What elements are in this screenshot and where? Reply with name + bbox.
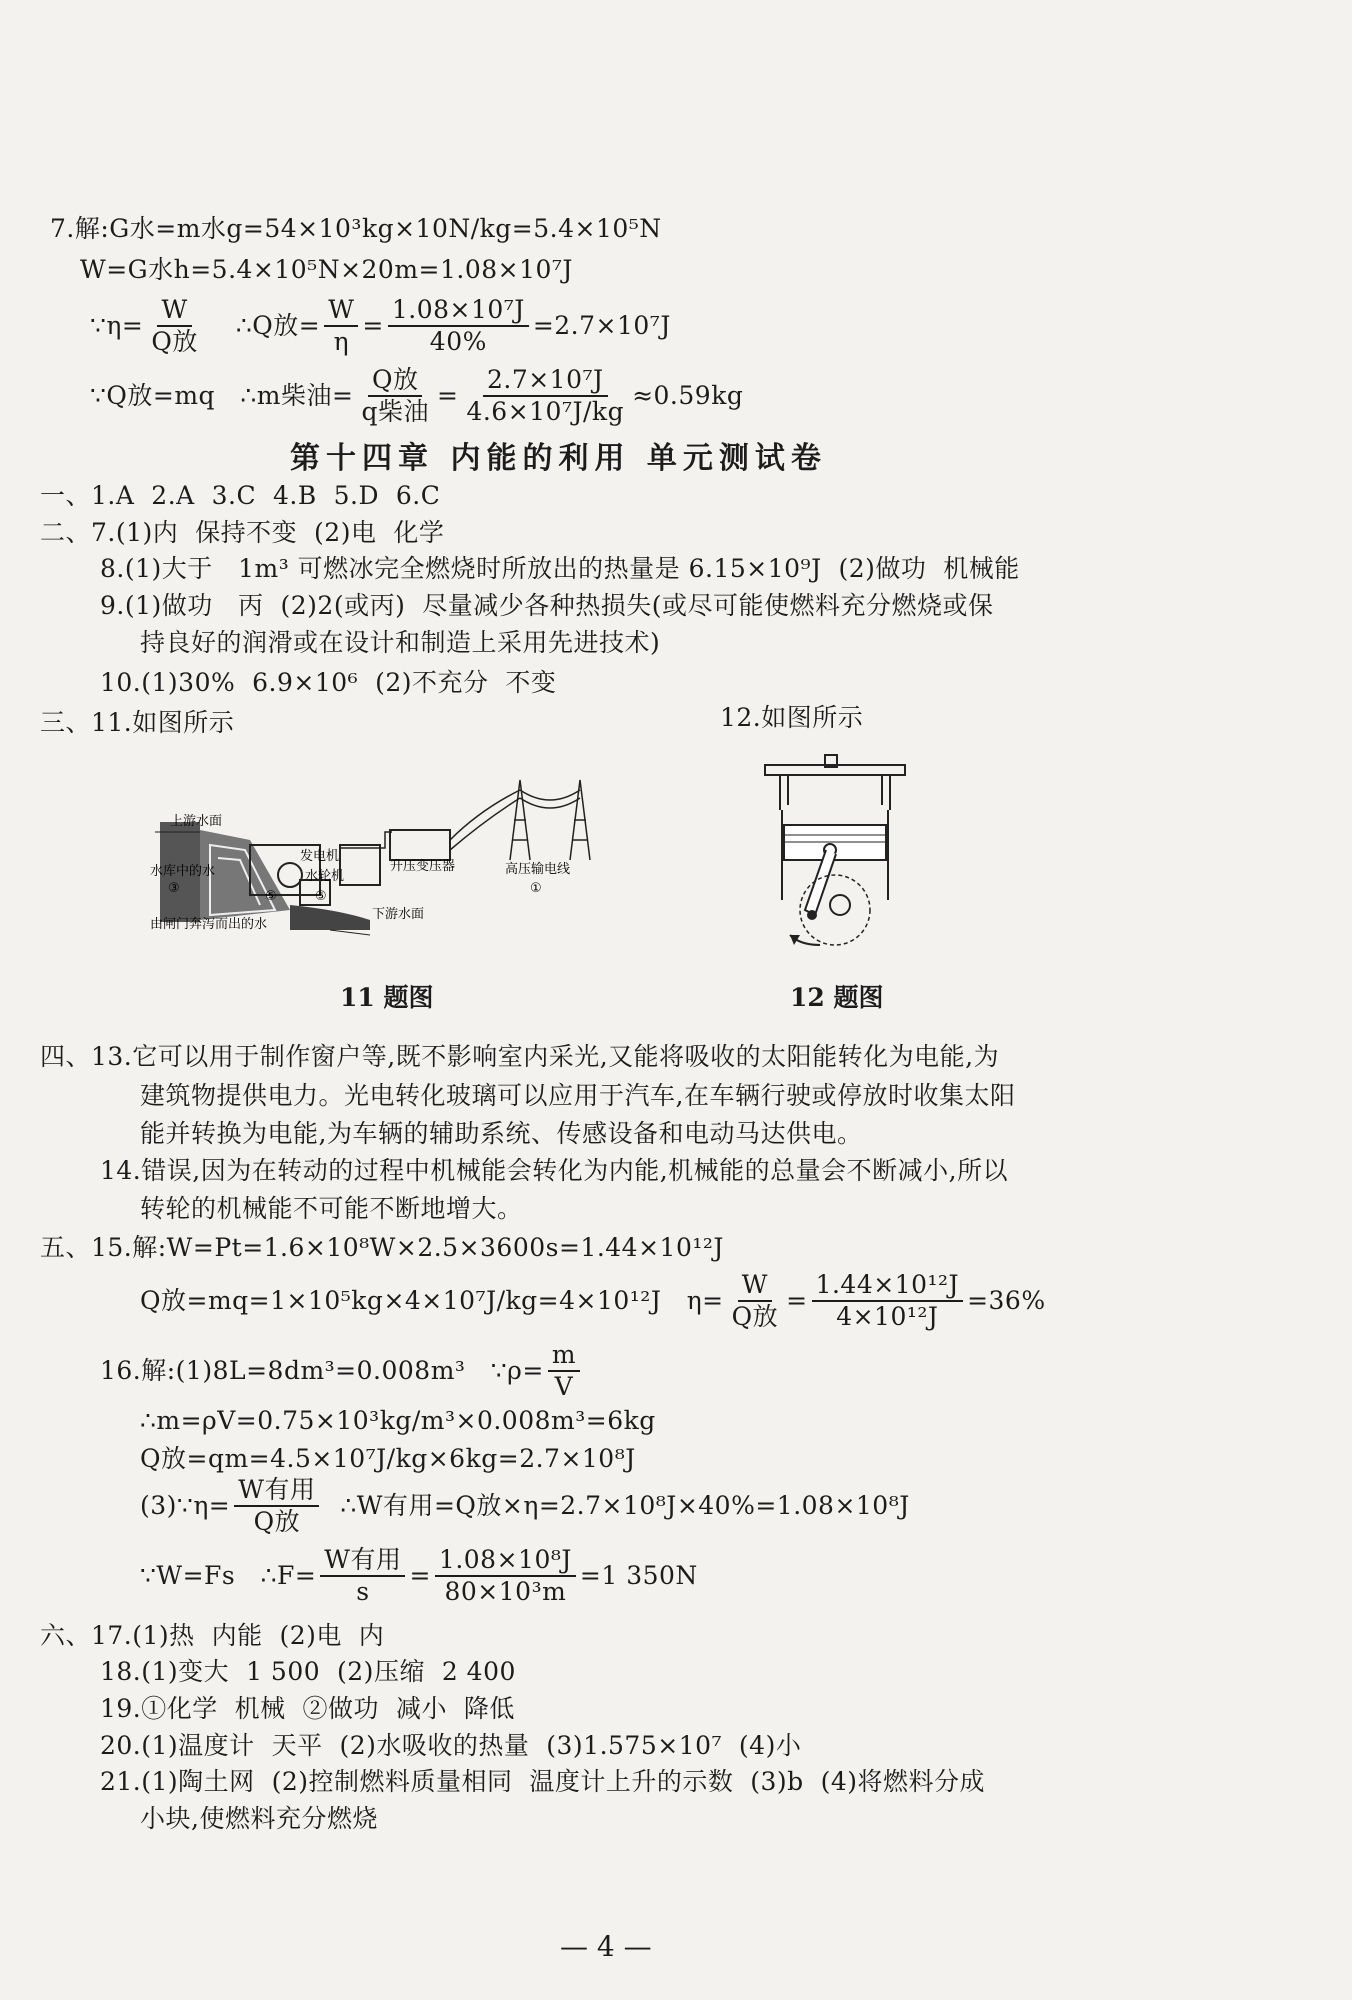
fig11-generator-label: 发电机 <box>300 849 340 864</box>
section3-q12: 12.如图所示 <box>720 703 864 732</box>
section6-q17: 六、17.(1)热 内能 (2)电 内 <box>40 1621 385 1650</box>
fig11-turbine-label: 水轮机 <box>305 869 345 884</box>
section1-answers: 一、1.A 2.A 3.C 4.B 5.D 6.C <box>40 481 441 510</box>
section4-q13-line2: 建筑物提供电力。光电转化玻璃可以应用于汽车,在车辆行驶或停放时收集太阳 <box>140 1081 1016 1110</box>
figure-11-hydropower-diagram <box>140 770 620 945</box>
section2-q9-line2: 持良好的润滑或在设计和制造上采用先进技术) <box>140 628 661 657</box>
section3-q11: 三、11.如图所示 <box>40 708 235 737</box>
fig11-upstream-label: 上游水面 <box>170 814 223 829</box>
page-number: — 4 — <box>560 1930 652 1963</box>
section6-q21-line1: 21.(1)陶土网 (2)控制燃料质量相同 温度计上升的示数 (3)b (4)将燃料分成 <box>100 1767 985 1796</box>
fig11-num1-label: ① <box>530 881 542 896</box>
section5-q15-line2: Q放=mq=1×10⁵kg×4×10⁷J/kg=4×10¹²J η= $\frac{W}{\text{Q放}}$ = $\frac{\text{1.44×10¹²J}}{\text{4×10¹²J}}$ =36% <box>140 1270 1046 1331</box>
q7-line4: ∵Q放=mq ∴m柴油= $\frac{\text{Q放}}{\text{q柴油}}$ = $\frac{\text{2.7×10⁷J}}{\text{4.6×10⁷J/kg}}$ ≈0.59kg <box>90 365 744 426</box>
section5-q16-line4: (3)∵η= $\frac{\text{W有用}}{\text{Q放}}$ ∴W有用=Q放×η=2.7×10⁸J×40%=1.08×10⁸J <box>140 1475 910 1536</box>
section2-q8: 8.(1)大于 1m³ 可燃冰完全燃烧时所放出的热量是 6.15×10⁹J (2)做功 机械能 <box>100 554 1020 583</box>
q7-line1: 7.解:G水=m水g=54×10³kg×10N/kg=5.4×10⁵N <box>50 214 662 243</box>
figure-12-caption: 12 题图 <box>790 983 884 1012</box>
section5-q16-line3: Q放=qm=4.5×10⁷J/kg×6kg=2.7×10⁸J <box>140 1444 636 1473</box>
section4-q13-line3: 能并转换为电能,为车辆的辅助系统、传感设备和电动马达供电。 <box>140 1119 863 1148</box>
q7-line2: W=G水h=5.4×10⁵N×20m=1.08×10⁷J <box>80 255 573 284</box>
section4-q14-line2: 转轮的机械能不可能不断地增大。 <box>140 1194 523 1223</box>
section6-q18: 18.(1)变大 1 500 (2)压缩 2 400 <box>100 1657 516 1686</box>
section6-q21-line2: 小块,使燃料充分燃烧 <box>140 1804 378 1833</box>
section5-q15-line1: 五、15.解:W=Pt=1.6×10⁸W×2.5×3600s=1.44×10¹²J <box>40 1233 724 1262</box>
fig11-reservoir-label: 水库中的水 <box>150 864 216 879</box>
fig11-num3-label: ③ <box>168 881 180 896</box>
fig11-gate-water-label: 由闸门奔泻而出的水 <box>150 917 268 932</box>
section5-q16-line5: ∵W=Fs ∴F= $\frac{\text{W有用}}{s}$ = $\frac{\text{1.08×10⁸J}}{\text{80×10³m}}$ =1 350N <box>140 1545 698 1606</box>
section6-q20: 20.(1)温度计 天平 (2)水吸收的热量 (3)1.575×10⁷ (4)小 <box>100 1731 802 1760</box>
fig11-num5a-label: ⑤ <box>265 889 277 904</box>
figure-11-caption: 11 题图 <box>340 983 434 1012</box>
section2-q9-line1: 9.(1)做功 丙 (2)2(或丙) 尽量减少各种热损失(或尽可能使燃料充分燃烧或保 <box>100 591 994 620</box>
section4-q13-line1: 四、13.它可以用于制作窗户等,既不影响室内采光,又能将吸收的太阳能转化为电能,为 <box>40 1042 1000 1071</box>
section5-q16-line2: ∴m=ρV=0.75×10³kg/m³×0.008m³=6kg <box>140 1406 656 1435</box>
fig11-downstream-label: 下游水面 <box>372 907 425 922</box>
chapter-title: 第十四章 内能的利用 单元测试卷 <box>290 441 827 476</box>
figure-12-engine-diagram <box>760 750 910 960</box>
section6-q19: 19.①化学 机械 ②做功 减小 降低 <box>100 1694 515 1723</box>
section2-q7: 二、7.(1)内 保持不变 (2)电 化学 <box>40 518 445 547</box>
fig11-num5b-label: ⑤ <box>315 889 327 904</box>
fig11-hvline-label: 高压输电线 <box>505 862 571 877</box>
fig11-transformer-label: 升压变压器 <box>390 859 456 874</box>
section2-q10: 10.(1)30% 6.9×10⁶ (2)不充分 不变 <box>100 668 557 697</box>
section5-q16-line1: 16.解:(1)8L=8dm³=0.008m³ ∵ρ= $\frac{m}{V}$ <box>100 1340 584 1402</box>
q7-line3: ∵η= $\frac{W}{\text{Q放}}$ ∴Q放= $\frac{W}{\eta}$ = $\frac{\text{1.08×10⁷J}}{40\%}$ =2.7×10⁷J <box>90 295 671 356</box>
section4-q14-line1: 14.错误,因为在转动的过程中机械能会转化为内能,机械能的总量会不断减小,所以 <box>100 1156 1009 1185</box>
